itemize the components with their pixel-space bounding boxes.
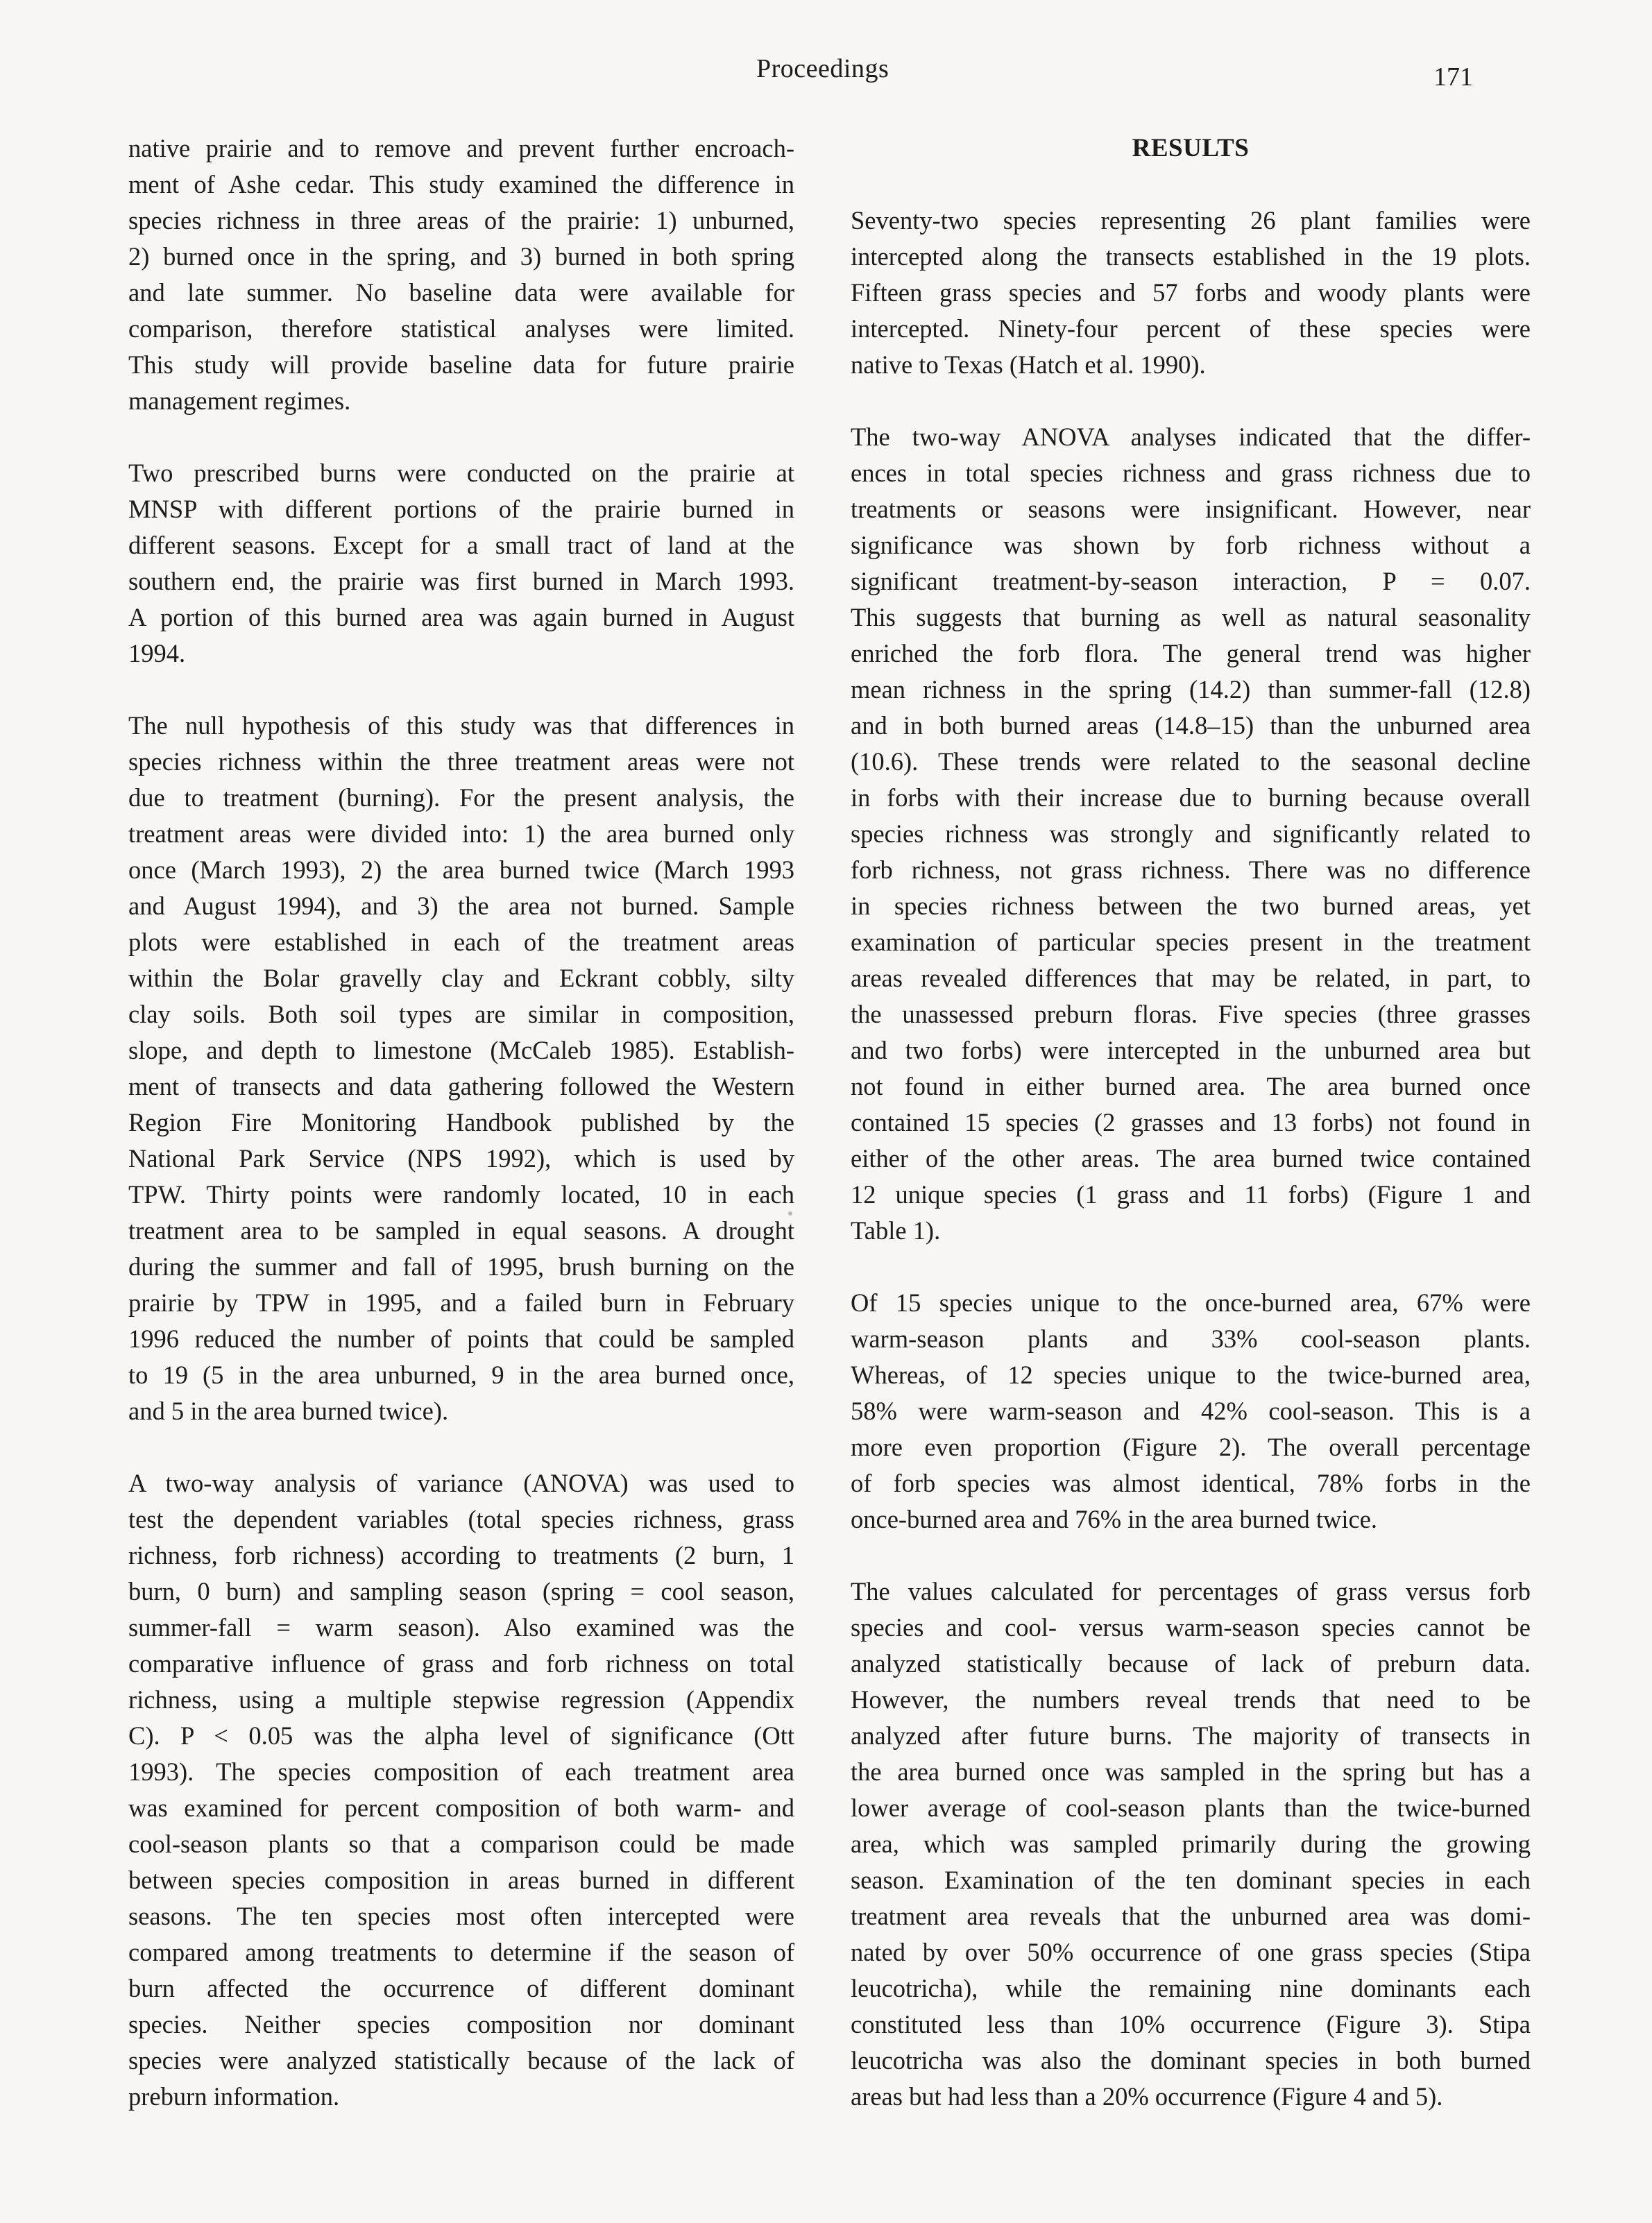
paragraph [128, 130, 794, 419]
text-line: different seasons. Except for a small tract of land at the [128, 531, 794, 559]
text-line: nated by over 50% occurrence of one grass species (Stipa [851, 1938, 1531, 1966]
text-line: significant treatment-by-season interaction, P = 0.07. [851, 567, 1531, 595]
text-line: examination of particular species present in the treatment [851, 928, 1531, 956]
text-line: analyzed after future burns. The majority of transects in [851, 1721, 1531, 1750]
left-column [128, 130, 794, 2151]
text-line: Of 15 species unique to the once-burned area, 67% were [851, 1288, 1531, 1317]
text-line: native to Texas (Hatch et al. 1990). [851, 350, 1206, 379]
text-line: of forb species was almost identical, 78% forbs in the [851, 1469, 1531, 1497]
paragraph [851, 1285, 1531, 1538]
text-line: more even proportion (Figure 2). The overall percentage [851, 1433, 1531, 1461]
text-line: species. Neither species composition nor dominant [128, 2010, 794, 2038]
text-line: Fifteen grass species and 57 forbs and woody plants were [851, 278, 1531, 307]
text-line: However, the numbers reveal trends that need to be [851, 1685, 1531, 1714]
text-line: Region Fire Monitoring Handbook published by the [128, 1108, 794, 1136]
text-line: leucotricha), while the remaining nine dominants each [851, 1974, 1531, 2002]
paragraph [851, 203, 1531, 383]
text-line: plots were established in each of the treatment areas [128, 928, 794, 956]
text-line: within the Bolar gravelly clay and Eckrant cobbly, silty [128, 964, 794, 992]
text-line: forb richness, not grass richness. There was no difference [851, 855, 1531, 884]
text-line: A portion of this burned area was again burned in August [128, 603, 794, 631]
text-line: leucotricha was also the dominant species in both burned [851, 2046, 1531, 2075]
text-line: due to treatment (burning). For the present analysis, the [128, 783, 794, 812]
text-line: treatment area reveals that the unburned area was domi- [851, 1902, 1531, 1930]
text-line: and in both burned areas (14.8–15) than the unburned area [851, 711, 1531, 740]
text-line: not found in either burned area. The area burned once [851, 1072, 1531, 1100]
text-line: once (March 1993), 2) the area burned twice (March 1993 [128, 855, 794, 884]
text-line: areas but had less than a 20% occurrence (Figure 4 and 5). [851, 2082, 1443, 2111]
text-line: mean richness in the spring (14.2) than summer-fall (12.8) [851, 675, 1531, 704]
text-line: TPW. Thirty points were randomly located, 10 in each [128, 1180, 794, 1209]
text-line: 58% were warm-season and 42% cool-season. This is a [851, 1397, 1531, 1425]
text-line: Seventy-two species representing 26 plant families were [851, 206, 1531, 235]
text-line: species richness was strongly and significantly related to [851, 819, 1531, 848]
text-line: comparison, therefore statistical analyses were limited. [128, 314, 794, 343]
text-line: This study will provide baseline data for future prairie [128, 350, 794, 379]
text-line: The values calculated for percentages of grass versus forb [851, 1577, 1531, 1606]
paragraph [128, 1465, 794, 2115]
text-line: 12 unique species (1 grass and 11 forbs) (Figure 1 and [851, 1180, 1531, 1209]
text-line: southern end, the prairie was first burned in March 1993. [128, 567, 794, 595]
text-line: during the summer and fall of 1995, brush burning on the [128, 1252, 794, 1281]
text-line: Whereas, of 12 species unique to the twice-burned area, [851, 1361, 1531, 1389]
text-line: 1994. [128, 639, 186, 667]
text-line: in species richness between the two burned areas, yet [851, 892, 1531, 920]
text-line: burn affected the occurrence of different dominant [128, 1974, 794, 2002]
text-line: richness, using a multiple stepwise regression (Appendix [128, 1685, 794, 1714]
text-line: slope, and depth to limestone (McCaleb 1985). Establish- [128, 1036, 794, 1064]
text-line: species richness in three areas of the prairie: 1) unburned, [128, 206, 794, 235]
running-head: Proceedings [756, 54, 889, 83]
text-line: either of the other areas. The area burned twice contained [851, 1144, 1531, 1173]
text-line: National Park Service (NPS 1992), which is used by [128, 1144, 794, 1173]
text-line: to 19 (5 in the area unburned, 9 in the area burned once, [128, 1361, 794, 1389]
text-line: Table 1). [851, 1216, 941, 1245]
text-line: This suggests that burning as well as natural seasonality [851, 603, 1531, 631]
text-line: burn, 0 burn) and sampling season (spring = cool season, [128, 1577, 794, 1606]
paragraph [128, 455, 794, 672]
text-line: enriched the forb flora. The general trend was higher [851, 639, 1531, 667]
text-line: clay soils. Both soil types are similar in composition, [128, 1000, 794, 1028]
text-line: areas revealed differences that may be related, in part, to [851, 964, 1531, 992]
text-line: intercepted along the transects established in the 19 plots. [851, 242, 1531, 271]
text-line: ment of transects and data gathering followed the Western [128, 1072, 794, 1100]
paragraph [851, 419, 1531, 1249]
text-line: and 5 in the area burned twice). [128, 1397, 449, 1425]
text-line: MNSP with different portions of the prairie burned in [128, 495, 794, 523]
text-line: 2) burned once in the spring, and 3) burned in both spring [128, 242, 794, 271]
section-heading-results: RESULTS [1132, 134, 1250, 162]
text-line: treatment area to be sampled in equal seasons. A drought [128, 1216, 794, 1245]
text-line: (10.6). These trends were related to the seasonal decline [851, 747, 1531, 776]
text-line: and two forbs) were intercepted in the unburned area but [851, 1036, 1531, 1064]
text-line: once-burned area and 76% in the area burned twice. [851, 1505, 1378, 1533]
text-line: C). P < 0.05 was the alpha level of significance (Ott [128, 1721, 794, 1750]
paragraph [128, 708, 794, 1429]
text-line: and late summer. No baseline data were available for [128, 278, 794, 307]
text-line: The null hypothesis of this study was that differences in [128, 711, 794, 740]
text-line: summer-fall = warm season). Also examined was the [128, 1613, 794, 1642]
scan-speck [788, 1211, 792, 1216]
text-line: prairie by TPW in 1995, and a failed burn in February [128, 1288, 794, 1317]
text-line: ences in total species richness and grass richness due to [851, 459, 1531, 487]
text-line: contained 15 species (2 grasses and 13 forbs) not found in [851, 1108, 1531, 1136]
text-line: season. Examination of the ten dominant species in each [851, 1866, 1531, 1894]
text-line: test the dependent variables (total species richness, grass [128, 1505, 794, 1533]
text-line: intercepted. Ninety-four percent of these species were [851, 314, 1531, 343]
text-line: area, which was sampled primarily during the growing [851, 1830, 1531, 1858]
text-line: The two-way ANOVA analyses indicated that the differ- [851, 423, 1531, 451]
text-line: the unassessed preburn floras. Five species (three grasses [851, 1000, 1531, 1028]
text-line: 1996 reduced the number of points that could be sampled [128, 1325, 794, 1353]
text-line: management regimes. [128, 386, 351, 415]
text-line: richness, forb richness) according to treatments (2 burn, 1 [128, 1541, 794, 1569]
paragraph [851, 1574, 1531, 2115]
text-line: treatments or seasons were insignificant. However, near [851, 495, 1531, 523]
text-line: 1993). The species composition of each treatment area [128, 1757, 794, 1786]
text-line: and August 1994), and 3) the area not burned. Sample [128, 892, 794, 920]
text-line: between species composition in areas burned in different [128, 1866, 794, 1894]
text-line: seasons. The ten species most often intercepted were [128, 1902, 794, 1930]
text-line: cool-season plants so that a comparison could be made [128, 1830, 794, 1858]
text-line: compared among treatments to determine if the season of [128, 1938, 794, 1966]
text-line: analyzed statistically because of lack of preburn data. [851, 1649, 1531, 1678]
text-line: species richness within the three treatment areas were not [128, 747, 794, 776]
text-line: was examined for percent composition of both warm- and [128, 1794, 794, 1822]
text-line: significance was shown by forb richness without a [851, 531, 1531, 559]
text-line: Two prescribed burns were conducted on the prairie at [128, 459, 794, 487]
text-line: ment of Ashe cedar. This study examined the difference in [128, 170, 794, 198]
page-number: 171 [1433, 62, 1473, 92]
text-line: preburn information. [128, 2082, 340, 2111]
text-line: comparative influence of grass and forb richness on total [128, 1649, 794, 1678]
text-line: warm-season plants and 33% cool-season plants. [851, 1325, 1531, 1353]
text-line: the area burned once was sampled in the spring but has a [851, 1757, 1531, 1786]
text-line: treatment areas were divided into: 1) the area burned only [128, 819, 794, 848]
text-line: native prairie and to remove and prevent further encroach- [128, 134, 794, 162]
text-line: species were analyzed statistically because of the lack of [128, 2046, 794, 2075]
text-line: in forbs with their increase due to burning because overall [851, 783, 1531, 812]
text-line: A two-way analysis of variance (ANOVA) was used to [128, 1469, 794, 1497]
text-line: constituted less than 10% occurrence (Figure 3). Stipa [851, 2010, 1531, 2038]
text-line: lower average of cool-season plants than the twice-burned [851, 1794, 1531, 1822]
right-column [851, 130, 1531, 2151]
text-line: species and cool- versus warm-season species cannot be [851, 1613, 1531, 1642]
